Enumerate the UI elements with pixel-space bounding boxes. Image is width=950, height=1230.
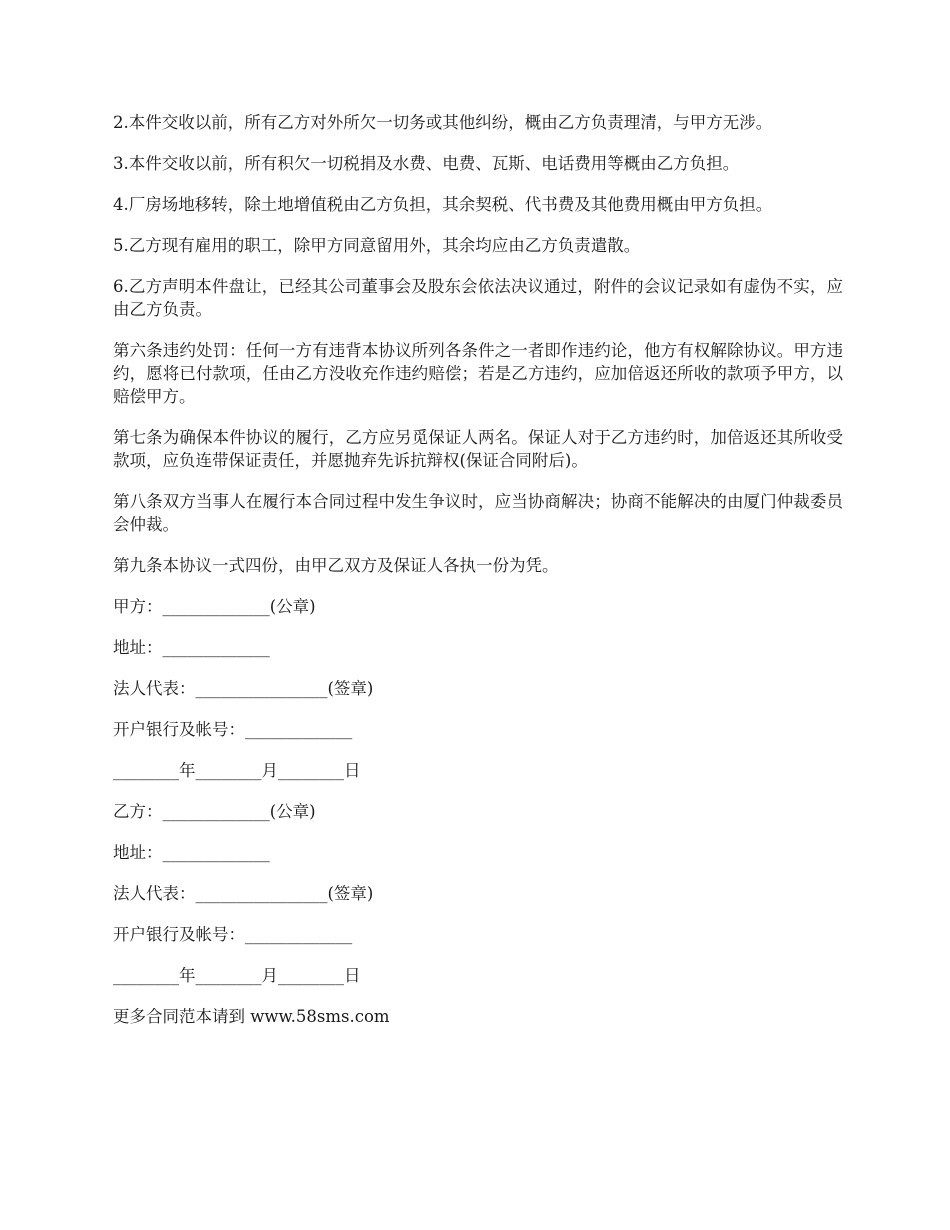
article-7: 第七条为确保本件协议的履行，乙方应另觅保证人两名。保证人对于乙方违约时，加倍返还其所收受款项，应负连带保证责任，并愿抛弃先诉抗辩权(保证合同附后)。 bbox=[113, 428, 843, 470]
document-page bbox=[113, 111, 843, 1046]
party-b-address: 地址：_____________ bbox=[113, 843, 270, 862]
party-b-date: ________年________月________日 bbox=[113, 966, 361, 985]
clause-3: 3.本件交收以前，所有积欠一切税捐及水费、电费、瓦斯、电话费用等概由乙方负担。 bbox=[113, 154, 740, 173]
party-a-representative: 法人代表：________________(签章) bbox=[113, 679, 374, 698]
clause-4: 4.厂房场地移转，除土地增值税由乙方负担，其余契税、代书费及其他费用概由甲方负担。 bbox=[113, 195, 773, 214]
party-a-address: 地址：_____________ bbox=[113, 638, 270, 657]
party-b-representative: 法人代表：________________(签章) bbox=[113, 884, 374, 903]
clause-5: 5.乙方现有雇用的职工，除甲方同意留用外，其余均应由乙方负责遣散。 bbox=[113, 236, 641, 255]
party-b-name: 乙方：_____________(公章) bbox=[113, 802, 316, 821]
clause-6: 6.乙方声明本件盘让，已经其公司董事会及股东会依法决议通过，附件的会议记录如有虚伪不实，应由乙方负责。 bbox=[113, 277, 843, 319]
party-a-name: 甲方：_____________(公章) bbox=[113, 597, 316, 616]
party-a-date: ________年________月________日 bbox=[113, 761, 361, 780]
article-6: 第六条违约处罚：任何一方有违背本协议所列各条件之一者即作违约论，他方有权解除协议。甲方违约，愿将已付款项，任由乙方没收充作违约赔偿；若是乙方违约，应加倍返还所收的款项予甲方，以赔偿甲方。 bbox=[113, 341, 843, 406]
clause-2: 2.本件交收以前，所有乙方对外所欠一切务或其他纠纷，概由乙方负责理清，与甲方无涉。 bbox=[113, 113, 773, 132]
party-b-bank: 开户银行及帐号：_____________ bbox=[113, 925, 353, 944]
party-a-bank: 开户银行及帐号：_____________ bbox=[113, 720, 353, 739]
article-8: 第八条双方当事人在履行本合同过程中发生争议时，应当协商解决；协商不能解决的由厦门仲裁委员会仲裁。 bbox=[113, 492, 843, 534]
footer-more-link: 更多合同范本请到 www.58sms.com bbox=[113, 1007, 390, 1026]
article-9: 第九条本协议一式四份，由甲乙双方及保证人各执一份为凭。 bbox=[113, 556, 559, 575]
